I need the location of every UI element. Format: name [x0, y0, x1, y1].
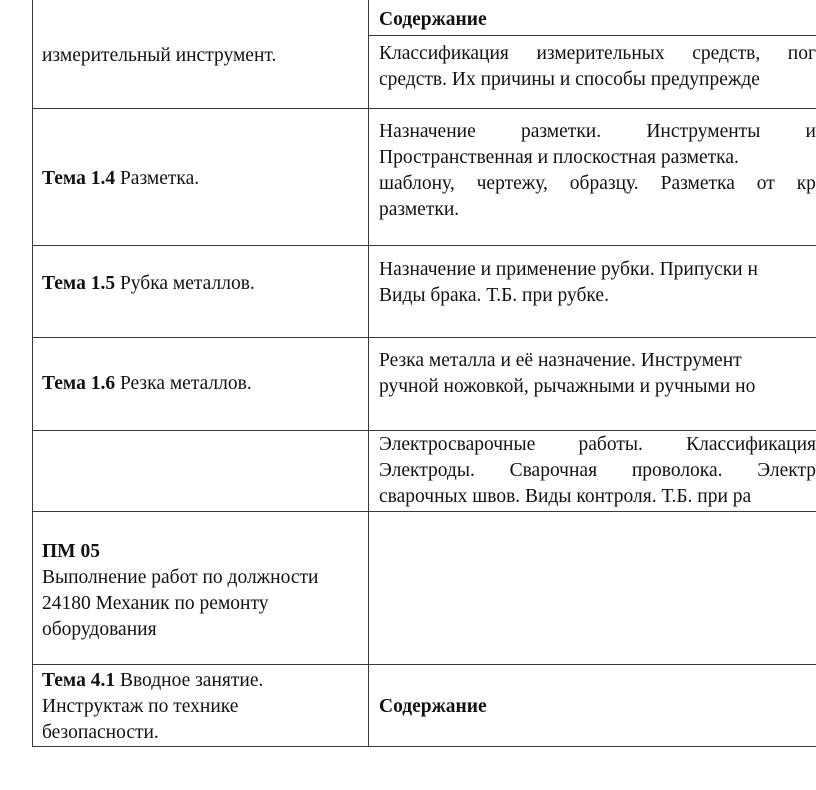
content-line: Назначение и применение рубки. Припуски н — [379, 259, 758, 280]
topic-title: Разметка. — [119, 168, 200, 189]
topic-text: измерительный инструмент. — [42, 45, 277, 66]
word: Назначение — [379, 121, 476, 142]
word: чертежу, — [476, 173, 548, 194]
word: и — [805, 121, 816, 142]
word: Электр — [757, 460, 816, 481]
content-line: ручной ножовкой, рычажными и ручными но — [379, 376, 756, 397]
topic-number: Тема 1.6 — [42, 373, 116, 394]
module-line: оборудования — [42, 619, 157, 640]
row-3-topic — [42, 271, 255, 297]
word: работы. — [578, 434, 643, 455]
word: от — [756, 173, 775, 194]
row-divider — [32, 108, 816, 109]
content-header: Содержание — [379, 696, 487, 717]
topic-number: Тема 1.5 — [42, 273, 116, 294]
content-line: Резка металла и её назначение. Инструмент — [379, 350, 742, 371]
row-divider — [32, 430, 816, 431]
row-1-topic — [42, 43, 276, 69]
word: измерительных — [536, 43, 665, 64]
word: Классификация — [379, 43, 509, 64]
module-line: Выполнение работ по должности — [42, 567, 319, 588]
row-7-topic — [42, 668, 263, 746]
row-1-header — [379, 7, 487, 33]
row-divider — [32, 337, 816, 338]
content-line: сварочных швов. Виды контроля. Т.Б. при ра — [379, 486, 752, 507]
table-column-divider — [368, 0, 369, 747]
word: кр — [796, 173, 816, 194]
topic-line: безопасности. — [42, 722, 159, 743]
row-divider — [32, 664, 816, 665]
topic-number: Тема 4.1 — [42, 670, 116, 691]
row-3-content — [379, 257, 816, 309]
row-5-content — [379, 432, 816, 510]
word: Электросварочные — [379, 434, 536, 455]
module-line: 24180 Механик по ремонту — [42, 593, 269, 614]
content-line: средств. Их причины и способы предупрежде — [379, 69, 760, 90]
topic-title: Резка металлов. — [119, 373, 252, 394]
word: шаблону, — [379, 173, 455, 194]
content-line: разметки. — [379, 199, 460, 220]
topic-title: Рубка металлов. — [119, 273, 255, 294]
module-code: ПМ 05 — [42, 541, 100, 562]
row-divider — [32, 245, 816, 246]
word: разметки. — [520, 121, 602, 142]
content-header: Содержание — [379, 9, 487, 30]
word: образцу. — [569, 173, 639, 194]
word: средств, — [692, 43, 761, 64]
content-line — [379, 432, 816, 458]
row-divider — [368, 35, 816, 36]
content-line — [379, 458, 816, 484]
word: Классификация — [686, 434, 816, 455]
topic-number: Тема 1.4 — [42, 168, 116, 189]
content-line: Пространственная и плоскостная разметка. — [379, 147, 739, 168]
row-6-module — [42, 539, 318, 643]
content-line: Виды брака. Т.Б. при рубке. — [379, 285, 609, 306]
word: Разметка — [660, 173, 735, 194]
content-line — [379, 171, 816, 197]
word: пог — [787, 43, 816, 64]
table-border-left — [32, 0, 33, 747]
row-7-header — [379, 694, 487, 720]
row-4-content — [379, 348, 816, 400]
topic-line: Инструктаж по технике — [42, 696, 239, 717]
table-border-bottom — [32, 746, 816, 747]
row-2-topic — [42, 166, 199, 192]
content-line — [379, 119, 816, 145]
word: Электроды. — [379, 460, 475, 481]
content-line — [379, 41, 816, 67]
row-2-content — [379, 119, 816, 223]
row-4-topic — [42, 371, 252, 397]
word: Инструменты — [646, 121, 761, 142]
word: Сварочная — [509, 460, 598, 481]
word: проволока. — [631, 460, 723, 481]
row-1-content — [379, 41, 816, 93]
row-divider — [32, 511, 816, 512]
topic-title: Вводное занятие. — [119, 670, 264, 691]
